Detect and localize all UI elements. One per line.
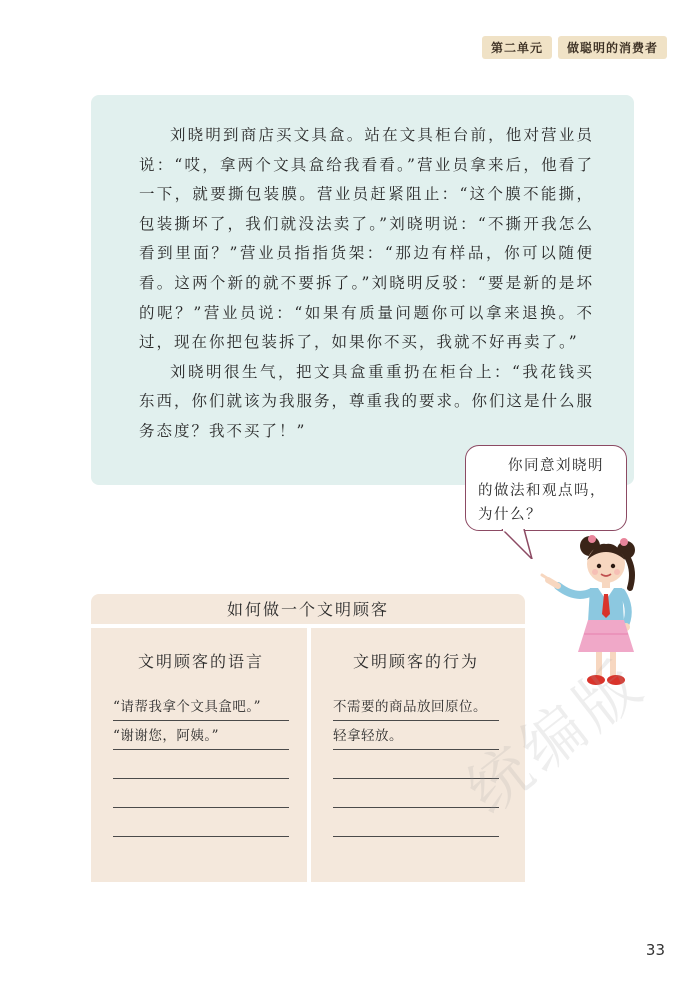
table-divider-vertical xyxy=(307,624,311,882)
behavior-line-1[interactable]: 不需要的商品放回原位。 xyxy=(333,692,499,721)
story-paragraph-1: 刘晓明到商店买文具盒。站在文具柜台前，他对营业员说：“哎，拿两个文具盒给我看看。”营业员拿来后，他看了一下，就要撕包装膜。营业员赶紧阻止：“这个膜不能撕，包装撕坏了，我们就没法卖了。”刘晓明说：“不撕开我怎么看到里面？”营业员指指货架：“那边有样品，你可以随便看。这两个新的就不要拆了。”刘晓明反驳：“要是新的是坏的呢？”营业员说：“如果有质量问题你可以拿来退换。不过，现在你把包装拆了，如果你不买，我就不好再卖了。” xyxy=(139,126,594,352)
story-paragraph-2: 刘晓明很生气，把文具盒重重扔在柜台上：“我花钱买东西，你们就该为我服务，尊重我的要求。你们这是什么服务态度？我不买了！” xyxy=(139,362,595,440)
language-column xyxy=(113,628,289,837)
behavior-column-header: 文明顾客的行为 xyxy=(352,652,479,671)
language-line-5[interactable] xyxy=(113,808,289,837)
language-line-4[interactable] xyxy=(113,779,289,808)
girl-illustration xyxy=(538,528,638,690)
page-number: 33 xyxy=(645,941,665,959)
language-line-2[interactable]: “谢谢您，阿姨。” xyxy=(113,721,289,750)
behavior-line-5[interactable] xyxy=(333,808,499,837)
behavior-line-3[interactable] xyxy=(333,750,499,779)
civil-customer-table xyxy=(91,594,525,882)
question-bubble xyxy=(465,445,627,531)
language-line-1[interactable]: “请帮我拿个文具盒吧。” xyxy=(113,692,289,721)
table-title: 如何做一个文明顾客 xyxy=(226,600,389,619)
lesson-tag: 做聪明的消费者 xyxy=(558,36,667,59)
bubble-tail xyxy=(498,529,538,559)
story-box xyxy=(91,95,634,485)
unit-tag: 第二单元 xyxy=(482,36,552,59)
language-column-header: 文明顾客的语言 xyxy=(137,652,264,671)
behavior-line-4[interactable] xyxy=(333,779,499,808)
language-line-3[interactable] xyxy=(113,750,289,779)
question-text: 你同意刘晓明的做法和观点吗，为什么？ xyxy=(478,458,606,523)
page-header xyxy=(482,36,667,59)
behavior-line-2[interactable]: 轻拿轻放。 xyxy=(333,721,499,750)
behavior-column xyxy=(333,628,499,837)
watermark: 统编版 xyxy=(453,644,659,828)
